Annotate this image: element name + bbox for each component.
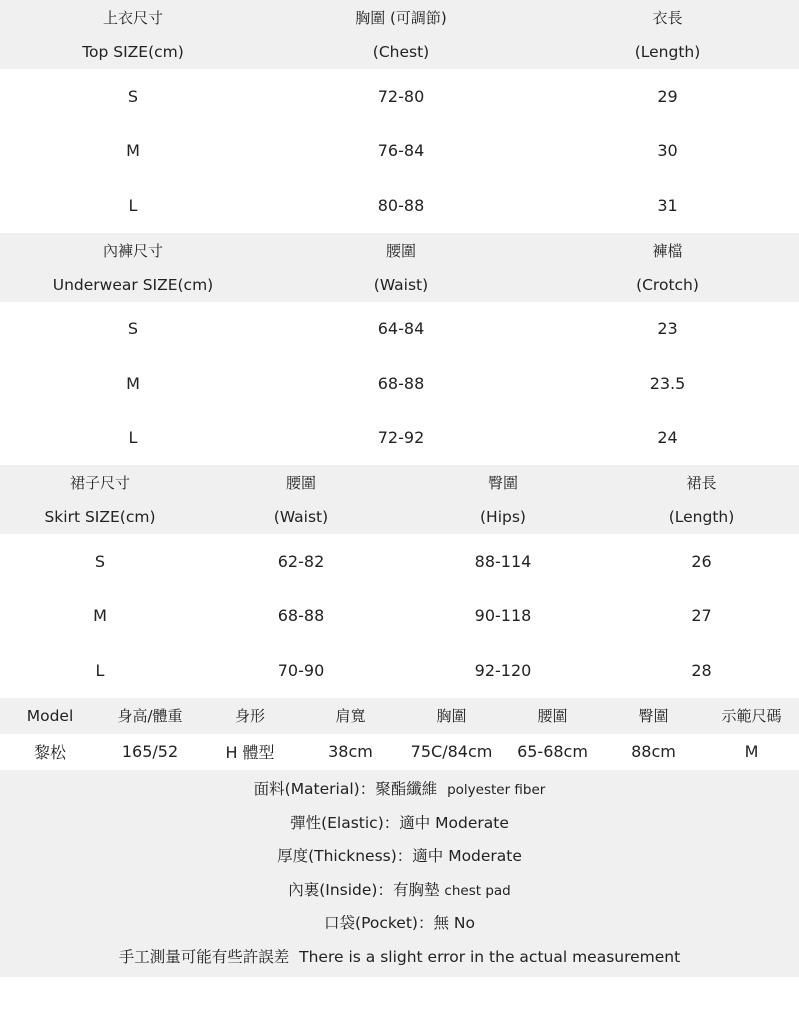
top-col-length-en: (Length) — [634, 43, 701, 61]
model-col-shoulder: 肩寬 — [335, 707, 366, 725]
model-col-hips: 臀圍 — [638, 707, 669, 725]
model-col-name: Model — [26, 706, 74, 725]
crotch-cell: 24 — [657, 428, 678, 448]
skirt-header-en-row — [0, 500, 799, 534]
pocket-line: 口袋(Pocket)：無 No — [324, 914, 475, 933]
skirt-size-table — [0, 465, 799, 698]
underwear-col-waist-en: (Waist) — [373, 275, 429, 294]
model-hips-cell: 88cm — [631, 742, 676, 761]
model-col-body-shape: 身形 — [234, 707, 265, 725]
model-info-table — [0, 698, 799, 770]
size-cell: S — [127, 319, 139, 339]
waist-cell: 70-90 — [277, 660, 325, 680]
skirt-col-size-en: Skirt SIZE(cm) — [44, 508, 156, 526]
inside-label: 內裏(Inside)：有胸墊 — [288, 880, 440, 899]
length-cell: 30 — [657, 141, 678, 161]
material-value: polyester fiber — [447, 782, 546, 799]
top-col-size-zh: 上衣尺寸 — [102, 9, 163, 27]
model-header-row — [0, 698, 799, 734]
model-chest-cell: 75C/84cm — [410, 742, 493, 761]
underwear-col-crotch-en: (Crotch) — [636, 275, 699, 294]
waist-cell: 62-82 — [277, 551, 325, 571]
size-cell: M — [93, 606, 107, 626]
waist-cell: 68-88 — [277, 606, 325, 626]
table-row — [0, 69, 799, 124]
underwear-col-crotch-zh: 褲檔 — [652, 241, 683, 260]
model-size-cell: M — [744, 742, 759, 761]
skirt-col-waist-en: (Waist) — [273, 508, 329, 526]
model-body-shape-cell: H 體型 — [225, 743, 275, 762]
table-row — [0, 178, 799, 233]
table-row — [0, 589, 799, 644]
table-row — [0, 302, 799, 357]
thickness-line: 厚度(Thickness)：適中 Moderate — [277, 847, 522, 866]
top-col-chest-zh: 胸圍 (可調節) — [355, 9, 447, 27]
underwear-header-en-row — [0, 268, 799, 302]
chest-cell: 76-84 — [377, 141, 425, 161]
size-cell: S — [127, 86, 139, 106]
table-row — [0, 124, 799, 179]
size-cell: L — [128, 428, 138, 448]
material-label: 面料(Material)：聚酯纖維 — [253, 780, 438, 799]
table-row — [0, 356, 799, 411]
size-cell: S — [94, 551, 106, 571]
inside-line — [288, 878, 511, 900]
model-col-chest: 胸圍 — [436, 707, 467, 725]
skirt-col-length-en: (Length) — [668, 508, 735, 526]
size-cell: L — [128, 195, 138, 215]
waist-cell: 72-92 — [377, 428, 425, 448]
top-size-table — [0, 0, 799, 233]
top-col-chest-en: (Chest) — [372, 43, 430, 61]
underwear-col-size-en: Underwear SIZE(cm) — [52, 275, 214, 294]
model-col-size: 示範尺碼 — [721, 707, 782, 725]
elastic-line: 彈性(Elastic)：適中 Moderate — [290, 813, 509, 832]
table-row — [0, 534, 799, 589]
length-cell: 31 — [657, 195, 678, 215]
underwear-header-zh-row — [0, 233, 799, 268]
skirt-col-hips-zh: 臀圍 — [487, 474, 518, 492]
length-cell: 29 — [657, 86, 678, 106]
size-cell: M — [126, 141, 140, 161]
length-cell: 26 — [691, 551, 712, 571]
top-col-size-en: Top SIZE(cm) — [82, 43, 184, 61]
hips-cell: 88-114 — [474, 551, 532, 571]
skirt-col-size-zh: 裙子尺寸 — [69, 474, 130, 492]
waist-cell: 64-84 — [377, 319, 425, 339]
top-header-en-row — [0, 35, 799, 69]
top-col-length-zh: 衣長 — [652, 9, 683, 27]
table-row — [0, 411, 799, 466]
hips-cell: 90-118 — [474, 606, 532, 626]
table-row — [0, 643, 799, 698]
underwear-col-waist-zh: 腰圍 — [385, 241, 416, 260]
length-cell: 28 — [691, 660, 712, 680]
table-row — [0, 734, 799, 770]
skirt-col-waist-zh: 腰圍 — [285, 474, 316, 492]
model-name-cell: 黎松 — [33, 743, 66, 762]
model-shoulder-cell: 38cm — [328, 742, 373, 761]
product-info-section — [0, 770, 799, 977]
crotch-cell: 23.5 — [649, 373, 686, 393]
skirt-col-length-zh: 裙長 — [686, 474, 717, 492]
measurement-note: 手工測量可能有些許誤差 There is a slight error in the actual measurement — [118, 947, 681, 966]
underwear-size-table — [0, 233, 799, 466]
model-height-weight-cell: 165/52 — [121, 742, 179, 761]
inside-value: chest pad — [444, 882, 511, 899]
chest-cell: 72-80 — [377, 86, 425, 106]
model-col-waist: 腰圍 — [537, 707, 568, 725]
skirt-col-hips-en: (Hips) — [480, 508, 526, 526]
top-header-zh-row — [0, 0, 799, 35]
chest-cell: 80-88 — [377, 195, 425, 215]
model-col-height-weight: 身高/體重 — [117, 707, 183, 725]
material-line — [254, 777, 546, 799]
model-waist-cell: 65-68cm — [517, 742, 588, 761]
skirt-header-zh-row — [0, 465, 799, 500]
size-cell: M — [126, 373, 140, 393]
crotch-cell: 23 — [657, 319, 678, 339]
length-cell: 27 — [691, 606, 712, 626]
waist-cell: 68-88 — [377, 373, 425, 393]
size-cell: L — [95, 660, 105, 680]
underwear-col-size-zh: 內褲尺寸 — [102, 241, 163, 260]
hips-cell: 92-120 — [474, 660, 532, 680]
